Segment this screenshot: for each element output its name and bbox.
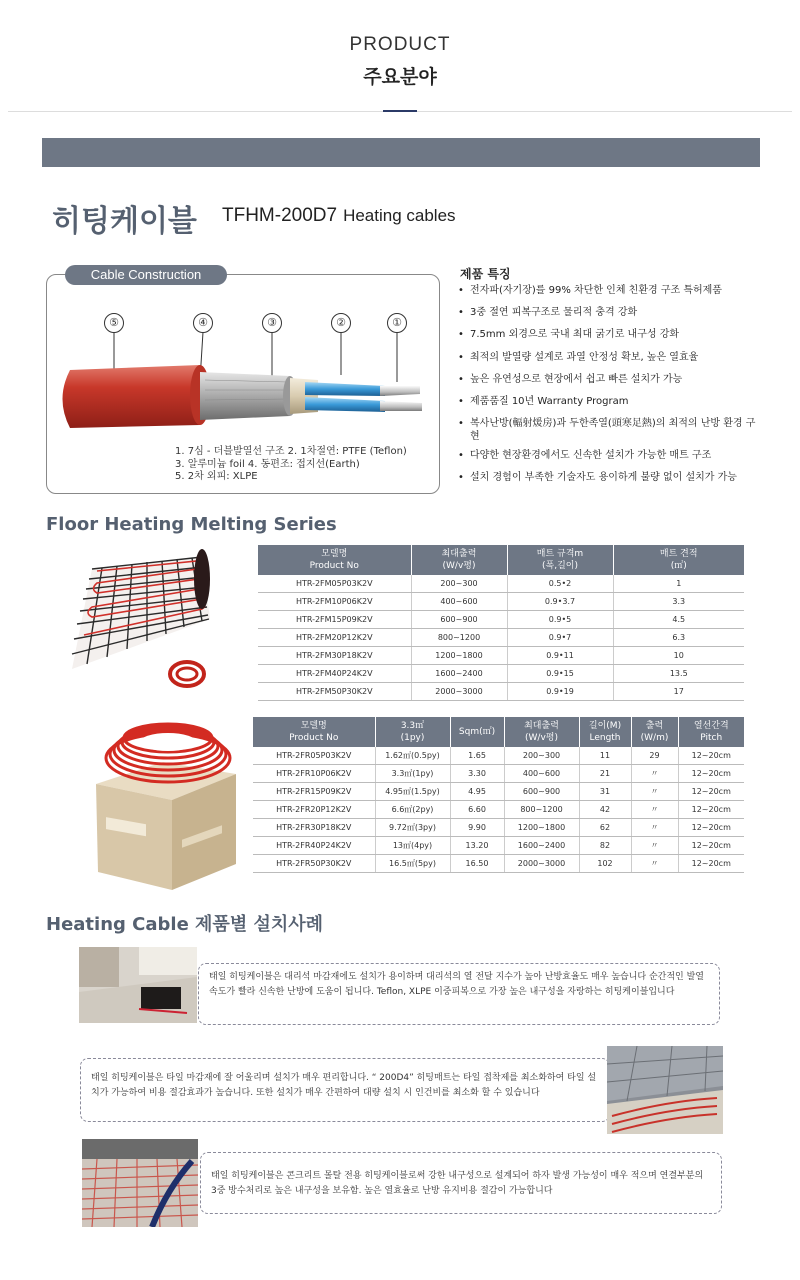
cable-box-image: [88, 714, 240, 890]
case-concrete-photo: [82, 1139, 198, 1227]
mat-spec-table: [258, 545, 744, 701]
table-row: HTR-2FR50P30K2V 16.5㎡(5py) 16.50 2000~3000 102 〃 12~20cm: [253, 855, 744, 873]
feature-item: • 높은 유연성으로 현장에서 쉽고 빠른 설치가 가능: [456, 373, 756, 386]
table-header-cell: 3.3㎡ (1py): [375, 717, 450, 747]
case-tile-photo: [607, 1046, 723, 1134]
table-header-cell: 모델명 Product No: [258, 545, 411, 575]
heating-mat-image: [62, 549, 212, 695]
product-name-en: Heating cables: [343, 206, 456, 225]
section-banner: [42, 138, 760, 167]
cases-title: Heating Cable 제품별 설치사례: [46, 914, 324, 935]
table-row: HTR-2FM10P06K2V 400~600 0.9•3.7 3.3: [258, 593, 744, 611]
feature-item: • 복사난방(輻射煖房)과 두한족열(頭寒足熱)의 최적의 난방 환경 구현: [456, 417, 756, 443]
table-header-row: [253, 717, 744, 747]
table-row: HTR-2FR10P06K2V 3.3㎡(1py) 3.30 400~600 21 〃 12~20cm: [253, 765, 744, 783]
table-row: HTR-2FR15P09K2V 4.95㎡(1.5py) 4.95 600~900 31 〃 12~20cm: [253, 783, 744, 801]
feature-item: • 3중 절연 피복구조로 물리적 충격 강화: [456, 306, 756, 319]
table-row: HTR-2FM20P12K2V 800~1200 0.9•7 6.3: [258, 629, 744, 647]
feature-item: • 전자파(자기장)를 99% 차단한 인체 친환경 구조 특허제품: [456, 284, 756, 297]
feature-item: • 제품품질 10년 Warranty Program: [456, 395, 756, 408]
case-description-3: 태일 히팅케이블은 콘크리트 몰탈 전용 히팅케이블로써 강한 내구성으로 설계되어 하자 발생 가능성이 매우 적으며 연결부분의 3중 방수처리로 높은 내구성을 보유함. 높은 열효율로 난방 유지비용 절감이 가능합니다: [200, 1152, 722, 1214]
note-line: 1. 7심 - 더블발열선 구조 2. 1차절연: PTFE (Teflon): [175, 446, 407, 457]
features-list: [456, 284, 756, 494]
table-header-cell: Sqm(㎡): [450, 717, 504, 747]
table-row: HTR-2FR30P18K2V 9.72㎡(3py) 9.90 1200~1800 62 〃 12~20cm: [253, 819, 744, 837]
table-row: HTR-2FM30P18K2V 1200~1800 0.9•11 10: [258, 647, 744, 665]
case-description-1: 태일 히팅케이블은 대리석 마감재에도 설치가 용이하며 대리석의 열 전달 지수가 높아 난방효율도 매우 높습니다 순간적인 발열 속도가 빨라 신속한 난방에 도움이 됩니다. Teflon, XLPE 이중피복으로 가장 높은 내구성을 자랑하는 히팅케이블입니다: [198, 963, 720, 1025]
table-row: HTR-2FM05P03K2V 200~300 0.5•2 1: [258, 575, 744, 593]
case-marble-photo: [79, 947, 197, 1023]
product-name-ko: 히팅케이블: [52, 204, 197, 239]
features-title: 제품 특징: [460, 267, 511, 281]
header-title-ko: 주요분야: [363, 66, 437, 88]
feature-item: • 설치 경험이 부족한 기술자도 용이하게 불량 없이 설치가 가능: [456, 471, 756, 484]
table-row: HTR-2FM40P24K2V 1600~2400 0.9•15 13.5: [258, 665, 744, 683]
cable-construction-notes: [175, 446, 407, 484]
callout-2: ②: [331, 313, 351, 333]
feature-item: • 7.5mm 외경으로 국내 최대 굵기로 내구성 강화: [456, 328, 756, 341]
product-model: [222, 205, 456, 227]
table-header-cell: 열선간격 Pitch: [678, 717, 744, 747]
table-header-cell: 매트 규격m (폭,길이): [507, 545, 613, 575]
callout-4: ④: [193, 313, 213, 333]
cable-construction-label: Cable Construction: [65, 265, 227, 285]
cable-spec-table: [253, 717, 744, 873]
table-header-cell: 모델명 Product No: [253, 717, 375, 747]
header-title-en: PRODUCT: [349, 34, 451, 55]
table-header-cell: 출력 (W/m): [631, 717, 678, 747]
note-line: 3. 알루미늄 foil 4. 동편조: 접지선(Earth): [175, 458, 360, 470]
header-accent-underline: [383, 110, 417, 112]
callout-3: ③: [262, 313, 282, 333]
table-row: HTR-2FM50P30K2V 2000~3000 0.9•19 17: [258, 683, 744, 701]
table-row: HTR-2FM15P09K2V 600~900 0.9•5 4.5: [258, 611, 744, 629]
note-line: 5. 2차 외피: XLPE: [175, 471, 258, 482]
table-row: HTR-2FR05P03K2V 1.62㎡(0.5py) 1.65 200~300 11 29 12~20cm: [253, 747, 744, 765]
product-model-code: TFHM-200D7: [222, 205, 338, 226]
case-description-2: 태일 히팅케이블은 타일 마감재에 잘 어울리며 설치가 매우 편리합니다. “ 200D4” 히팅매트는 타일 접착제를 최소화하여 타일 설치가 가능하여 비용 절감효과가 높습니다. 또한 설치가 매우 간편하여 대량 설치 시 인건비를 최소화 할 수 있습니다: [80, 1058, 610, 1122]
table-row: HTR-2FR40P24K2V 13㎡(4py) 13.20 1600~2400 82 〃 12~20cm: [253, 837, 744, 855]
callout-5: ⑤: [104, 313, 124, 333]
table-header-cell: 길이(M) Length: [579, 717, 631, 747]
floor-series-title: Floor Heating Melting Series: [46, 514, 337, 535]
callout-1: ①: [387, 313, 407, 333]
table-header-cell: 최대출력 (W/v평): [411, 545, 507, 575]
feature-item: • 최적의 발열량 설계로 과열 안정성 확보, 높은 열효율: [456, 351, 756, 364]
table-header-row: [258, 545, 744, 575]
table-header-cell: 최대출력 (W/v평): [504, 717, 579, 747]
table-header-cell: 매트 견적 (㎡): [613, 545, 744, 575]
feature-item: • 다양한 현장환경에서도 신속한 설치가 가능한 매트 구조: [456, 449, 756, 462]
table-row: HTR-2FR20P12K2V 6.6㎡(2py) 6.60 800~1200 42 〃 12~20cm: [253, 801, 744, 819]
